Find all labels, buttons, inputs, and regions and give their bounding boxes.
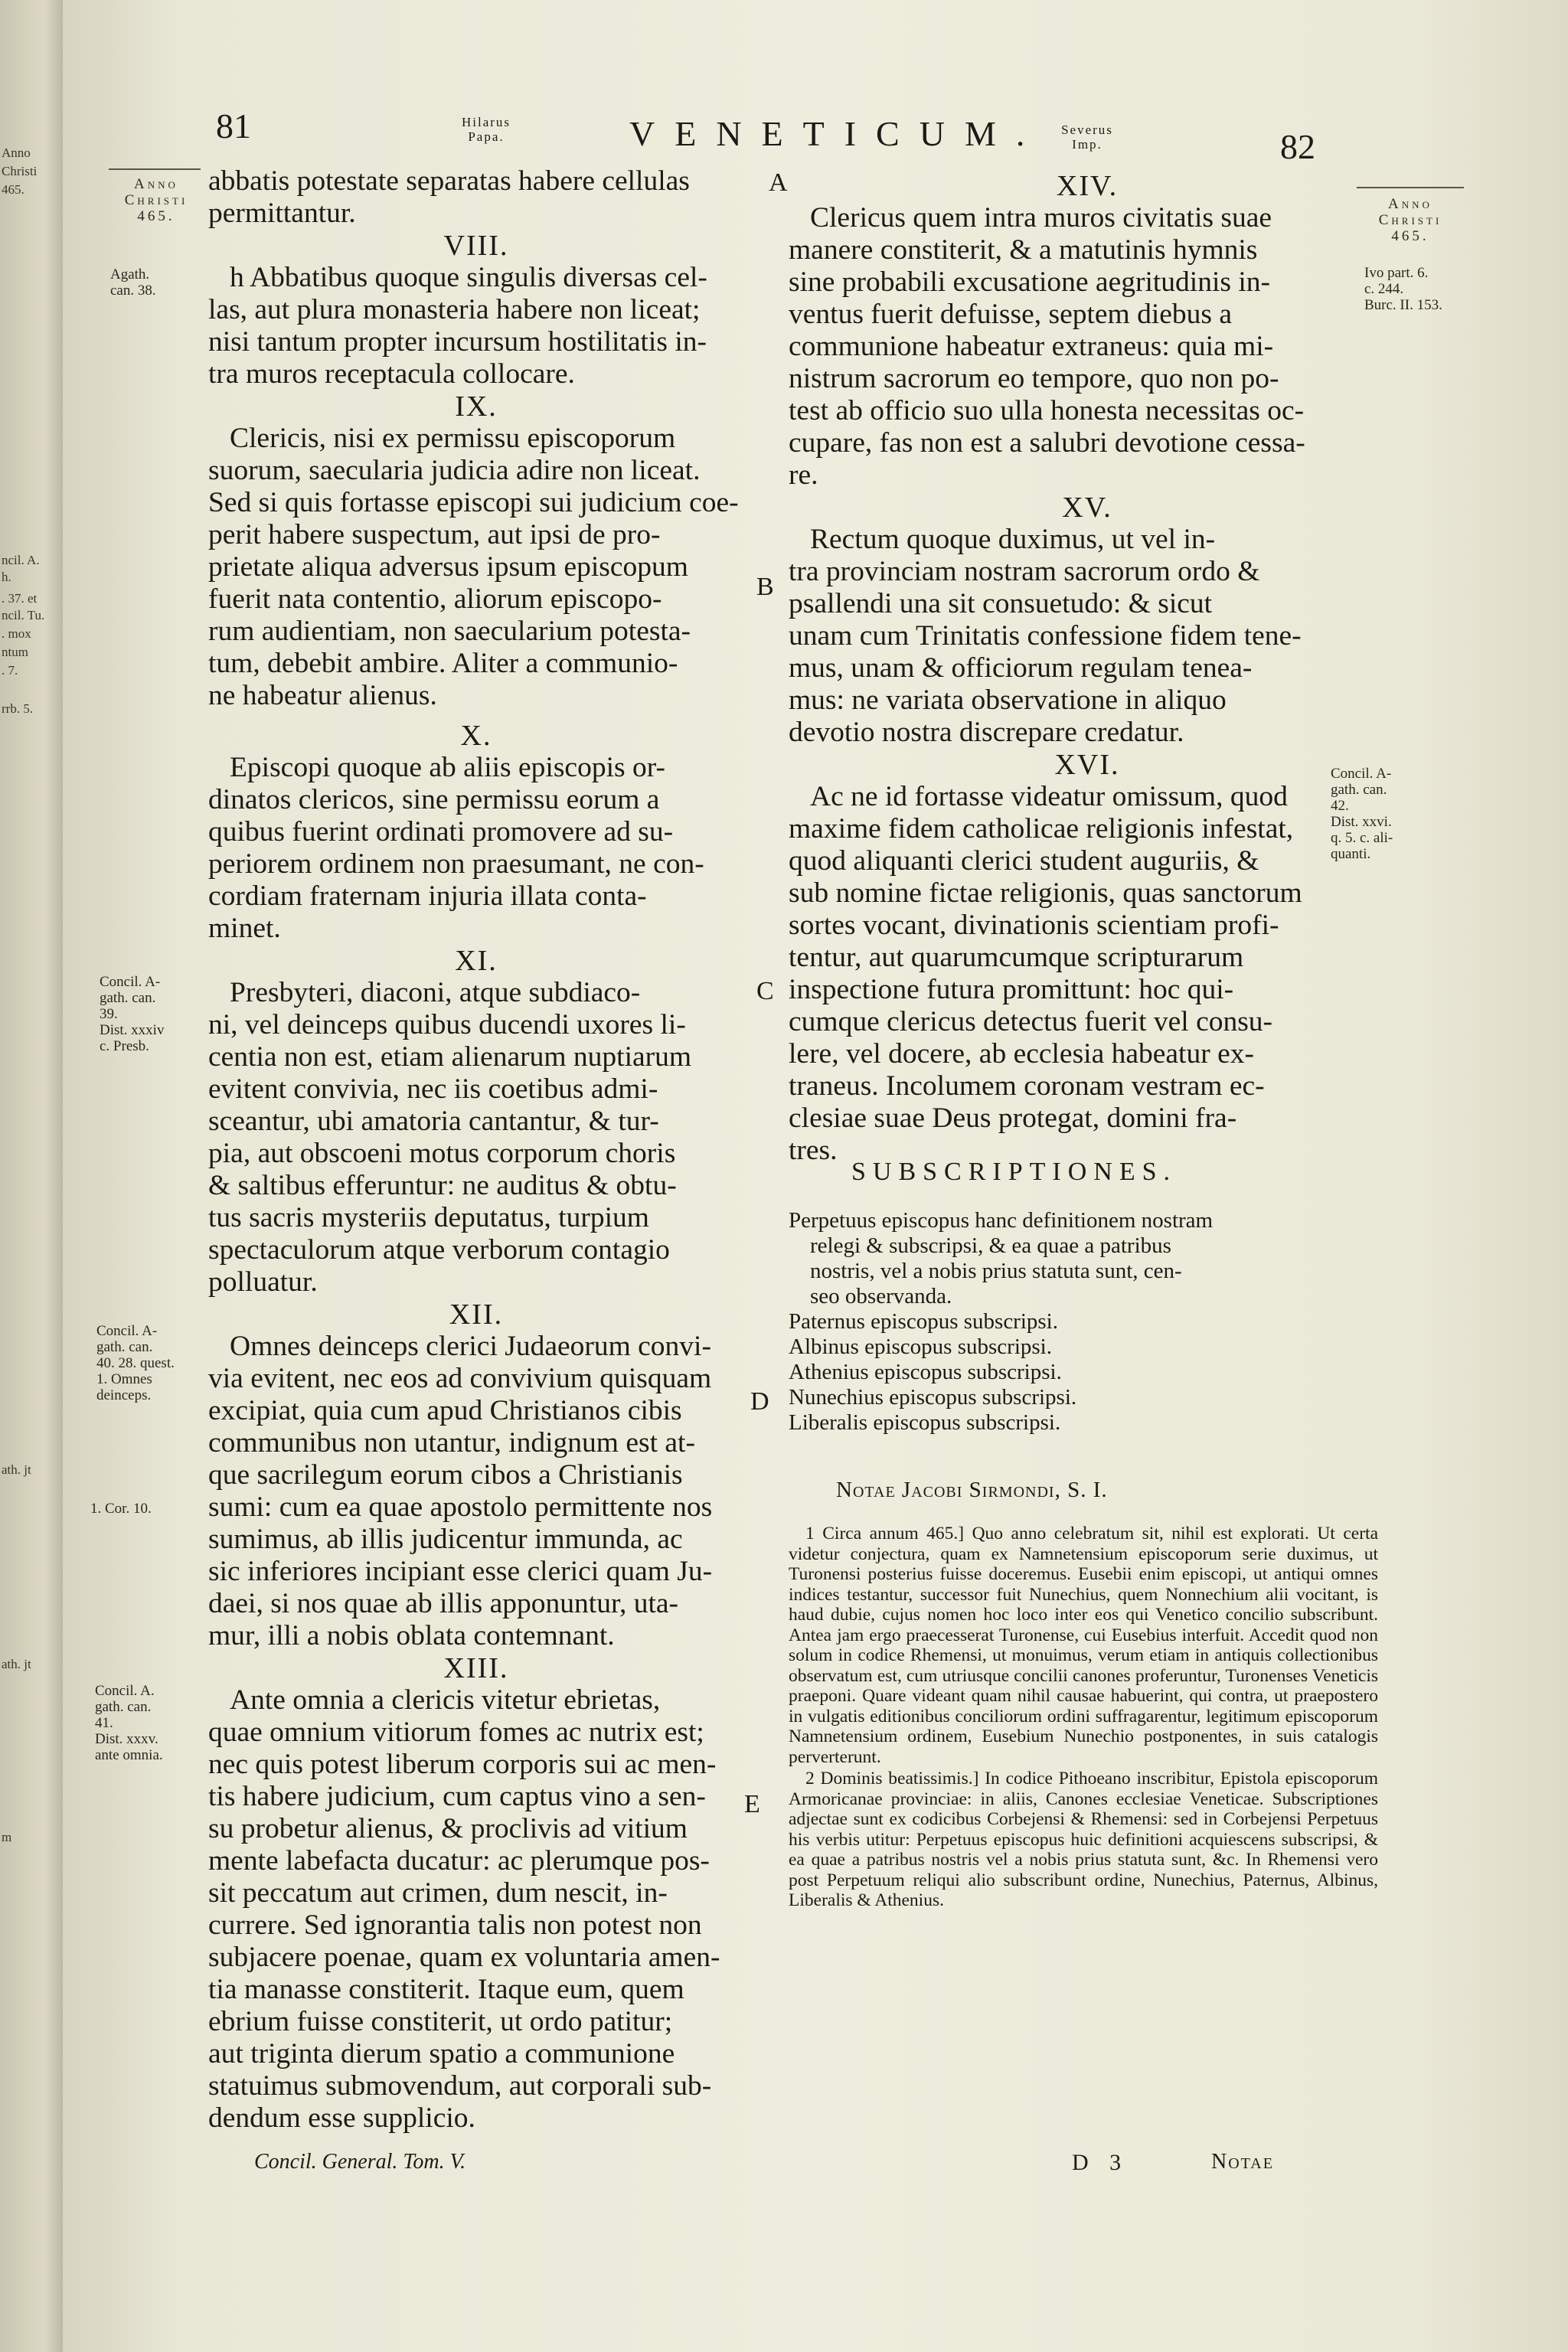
margin-line: Christi	[1378, 212, 1442, 228]
text-line: nisi tantum propter incursum hostilitatis in-	[208, 326, 707, 358]
text-line: prietate aliqua adversus ipsum episcopum	[208, 551, 688, 583]
margin-line: gath. can.	[1331, 782, 1387, 798]
footer-catchword: Notae	[1211, 2150, 1274, 2174]
text-line: devotio nostra discrepare credatur.	[789, 717, 1184, 748]
text-line: sit peccatum aut crimen, dum nescit, in-	[208, 1877, 668, 1909]
text-line: Clericus quem intra muros civitatis suae	[810, 202, 1272, 234]
edge-note: Anno	[2, 145, 31, 160]
margin-line: Anno	[134, 176, 178, 192]
text-line: mus: ne variata observatione in aliquo	[789, 684, 1227, 716]
margin-line: Dist. xxvi.	[1331, 814, 1392, 830]
margin-line: Ivo part. 6.	[1364, 265, 1429, 281]
text-line: tus sacris mysteriis deputatus, turpium	[208, 1202, 649, 1233]
canon-heading: XII.	[449, 1298, 504, 1331]
subscriptions-list	[789, 1208, 1386, 1436]
margin-line: 1. Omnes	[96, 1371, 152, 1387]
text-line: polluatur.	[208, 1266, 318, 1298]
running-head-name: Severus	[1061, 122, 1113, 137]
text-line: spectaculorum atque verborum contagio	[208, 1234, 670, 1266]
margin-line: Concil. A.	[95, 1683, 155, 1699]
margin-line: Burc. II. 153.	[1364, 297, 1442, 313]
text-line: test ab officio suo ulla honesta necessitas oc-	[789, 395, 1305, 426]
margin-reference	[96, 1323, 175, 1403]
text-line: sic inferiores incipiant esse clerici quam Ju-	[208, 1556, 713, 1587]
margin-line: Concil. A-	[100, 974, 161, 990]
adjacent-page-edge	[0, 0, 63, 2352]
text-line: Presbyteri, diaconi, atque subdiaco-	[230, 977, 641, 1008]
edge-note: h.	[2, 570, 11, 584]
margin-reference	[100, 974, 164, 1054]
text-line: cupare, fas non est a salubri devotione cessa-	[789, 427, 1305, 459]
text-line: tra muros receptacula collocare.	[208, 358, 575, 390]
text-line: sceantur, ubi amatoria cantantur, & tur-	[208, 1106, 659, 1137]
running-head-title: Imp.	[1072, 137, 1102, 152]
margin-line: Concil. A-	[96, 1323, 158, 1339]
text-line: Rectum quoque duximus, ut vel in-	[810, 524, 1216, 555]
edge-note: ntum	[2, 645, 28, 659]
text-line: maxime fidem catholicae religionis infestat,	[789, 813, 1294, 844]
text-line: sumimus, ab illis judicentur immunda, ac	[208, 1524, 683, 1555]
text-line: que sacrilegum eorum cibos a Christianis	[208, 1459, 683, 1491]
text-line: re.	[789, 459, 818, 491]
edge-note: . 37. et	[2, 591, 38, 606]
text-line: nec quis potest liberum corporis sui ac men-	[208, 1749, 717, 1780]
text-line: abbatis potestate separatas habere cellulas	[208, 165, 690, 197]
text-line: Ante omnia a clericis vitetur ebrietas,	[230, 1684, 661, 1716]
edge-note: . 7.	[2, 663, 18, 678]
margin-line: deinceps.	[96, 1387, 152, 1403]
margin-line: Agath.	[110, 266, 150, 283]
text-line: dinatos clericos, sine permissu eorum a	[208, 784, 660, 815]
left-page-number: 81	[216, 106, 251, 145]
text-line: sortes vocant, divinationis scientiam profi-	[789, 910, 1279, 941]
margin-line: Anno	[1388, 196, 1432, 212]
footer-signature-mark: D 3	[1072, 2150, 1129, 2175]
text-line: las, aut plura monasteria habere non liceat;	[208, 294, 701, 325]
text-line: excipiat, quia cum apud Christianos cibis	[208, 1395, 682, 1426]
text-line: psallendi una sit consuetudo: & sicut	[789, 588, 1213, 619]
text-line: nistrum sacrorum eo tempore, quo non po-	[789, 363, 1279, 394]
subscription-line: relegi & subscripsi, & ea quae a patribus	[810, 1233, 1171, 1258]
subscription-line: Perpetuus episcopus hanc definitionem nostram	[789, 1208, 1214, 1233]
margin-line: Dist. xxxiv	[100, 1022, 165, 1038]
book-page	[63, 0, 1568, 2352]
margin-line: 41.	[95, 1715, 113, 1731]
text-line: mus, unam & officiorum regulam tenea-	[789, 652, 1253, 684]
text-line: lere, vel docere, ab ecclesia habeatur ex-	[789, 1038, 1254, 1070]
text-line: permittantur.	[208, 198, 356, 229]
page-title: VENETICUM.	[629, 114, 1045, 153]
section-letter: E	[744, 1790, 760, 1818]
text-line: ne habeatur alienus.	[208, 680, 437, 711]
edge-note: m	[2, 1830, 12, 1844]
text-line: pia, aut obscoeni motus corporum choris	[208, 1138, 676, 1169]
text-line: suorum, saecularia judicia adire non liceat.	[208, 455, 701, 486]
margin-line: can. 38.	[110, 283, 156, 299]
footer-volume: Concil. General. Tom. V.	[254, 2150, 466, 2174]
subscriptions-heading: SUBSCRIPTIONES.	[851, 1158, 1178, 1186]
canon-heading: XI.	[455, 945, 498, 977]
margin-year-note	[112, 176, 201, 224]
text-line: su probetur alienus, & proclivis ad vitium	[208, 1813, 688, 1844]
text-line: tentur, aut quarumcumque scripturarum	[789, 942, 1244, 973]
text-line: communione habeatur extraneus: quia mi-	[789, 331, 1274, 362]
text-line: tra provinciam nostram sacrorum ordo &	[789, 556, 1260, 587]
right-column	[789, 170, 1386, 1167]
running-head-left	[429, 115, 544, 144]
edge-note: ath. jt	[2, 1657, 31, 1671]
canon-heading: XVI.	[1054, 749, 1120, 781]
text-line: mur, illi a nobis oblata contemnant.	[208, 1620, 615, 1651]
subscription-line: Athenius episcopus subscripsi.	[789, 1360, 1062, 1384]
margin-line: quanti.	[1331, 846, 1371, 862]
margin-rule	[109, 168, 201, 170]
text-line: periorem ordinem non praesumant, ne con-	[208, 848, 704, 880]
text-line: quibus fuerint ordinati promovere ad su-	[208, 816, 674, 848]
text-line: quae omnium vitiorum fomes ac nutrix est;	[208, 1717, 704, 1748]
subscription-line: Liberalis episcopus subscripsi.	[789, 1410, 1061, 1435]
margin-line: Christi	[124, 192, 188, 208]
margin-line: 465.	[137, 208, 175, 224]
margin-line: 42.	[1331, 798, 1349, 814]
text-line: manere constiterit, & a matutinis hymnis	[789, 234, 1258, 266]
running-head-title: Papa.	[468, 129, 505, 144]
edge-note: rrb. 5.	[2, 701, 34, 716]
text-line: minet.	[208, 913, 281, 944]
text-line: Sed si quis fortasse episcopi sui judicium coe-	[208, 487, 739, 518]
edge-note: Christi	[2, 164, 38, 178]
text-line: rum audientiam, non saecularium potesta-	[208, 616, 691, 647]
text-line: Ac ne id fortasse videatur omissum, quod	[810, 781, 1288, 812]
text-line: currere. Sed ignorantia talis non potest non	[208, 1909, 702, 1941]
text-line: Clericis, nisi ex permissu episcoporum	[230, 423, 676, 454]
text-line: tia manasse constiterit. Itaque eum, quem	[208, 1974, 684, 2005]
margin-line: gath. can.	[96, 1339, 153, 1355]
running-head-name: Hilarus	[461, 115, 511, 129]
text-line: subjacere poenae, quam ex voluntaria amen-	[208, 1942, 720, 1973]
subscription-line: nostris, vel a nobis prius statuta sunt, cen-	[810, 1259, 1182, 1283]
editor-notes	[789, 1524, 1378, 1913]
text-line: & saltibus efferuntur: ne auditus & obtu-	[208, 1170, 677, 1201]
text-line: Episcopi quoque ab aliis episcopis or-	[230, 752, 665, 783]
running-head-right	[1034, 122, 1141, 152]
margin-reference	[1331, 766, 1393, 862]
text-line: h Abbatibus quoque singulis diversas cel-	[230, 262, 707, 293]
section-letter: A	[769, 168, 788, 197]
text-line: evitent convivia, nec iis coetibus admi-	[208, 1073, 658, 1105]
section-letter: D	[750, 1387, 769, 1416]
text-line: mente labefacta ducatur: ac plerumque pos-	[208, 1845, 710, 1877]
text-line: via evitent, nec eos ad convivium quisquam	[208, 1363, 712, 1394]
note-paragraph: 1 Circa annum 465.] Quo anno celebratum sit, nihil est explorati. Ut certa videtur conjectura, quam ex Namnetensium episcoporum serie duximus, ut Turonensi posterius fuisse doceremus. Eusebii enim episcopi, ut antiqui omnes indices testantur, successor fuit Nunechius, quem Nonnechium alii vocitant, is haud dubie, cujus nomen hoc loco inter eos qui Venetico concilio subscribunt. Antea jam ergo praecesserat Turonense, cui Eusebius interfuit. Accedit quod non solum in codice Rhemensi, ut monuimus, verum etiam in antiquis collectionibus observatum est, cum utriusque concilii canones proferuntur, Turonenses Veneticis praeponi. Quare videant quam nihil causae habuerint, qui contra, ut praepostero in vulgatis editionibus conciliorum ordini suffragarentur, legitimum episcoporum Namnetensium ordinem, Eusebium Nunechio postponentes, in suis catalogis perverterunt.	[789, 1524, 1378, 1767]
text-line: communibus non utantur, indignum est at-	[208, 1427, 695, 1459]
section-letter: B	[756, 573, 774, 601]
edge-note: 465.	[2, 182, 24, 197]
section-letter: C	[756, 977, 774, 1005]
canon-heading: XIII.	[443, 1652, 509, 1684]
text-line: cumque clericus detectus fuerit vel consu-	[789, 1006, 1273, 1037]
text-line: aut triginta dierum spatio a communione	[208, 2038, 675, 2069]
text-line: dendum esse supplicio.	[208, 2102, 475, 2134]
subscription-line: Albinus episcopus subscripsi.	[789, 1334, 1052, 1359]
canon-heading: XV.	[1062, 492, 1112, 524]
text-line: sumi: cum ea quae apostolo permittente nos	[208, 1491, 713, 1523]
margin-line: Dist. xxxv.	[95, 1731, 158, 1747]
subscription-line: Paternus episcopus subscripsi.	[789, 1309, 1058, 1334]
text-line: ebrium fuisse constiterit, ut ordo patitur;	[208, 2006, 673, 2037]
text-line: cordiam fraternam injuria illata conta-	[208, 880, 647, 912]
text-line: tum, debebit ambire. Aliter a communio-	[208, 648, 678, 679]
text-line: centia non est, etiam alienarum nuptiarum	[208, 1041, 692, 1073]
margin-reference	[95, 1683, 163, 1763]
margin-line: q. 5. c. ali-	[1331, 830, 1393, 846]
text-line: traneus. Incolumem coronam vestram ec-	[789, 1070, 1265, 1102]
text-line: quod aliquanti clerici student auguriis, &	[789, 845, 1259, 877]
margin-line: c. 244.	[1364, 281, 1404, 297]
text-line: perit habere suspectum, aut ipsi de pro-	[208, 519, 661, 550]
text-line: ni, vel deinceps quibus ducendi uxores li-	[208, 1009, 686, 1040]
text-line: tis habere judicium, cum captus vino a sen-	[208, 1781, 706, 1812]
canon-heading: VIII.	[443, 230, 509, 262]
note-paragraph: 2 Dominis beatissimis.] In codice Pithoeano inscribitur, Epistola episcoporum Armoricanae provinciae: in aliis, Canones ecclesiae Veneticae. Subscriptiones adjectae sunt ex codicibus Corbejensi & Rhemensi: sed in Corbejensi Perpetuus his verbis utitur: Perpetuus episcopus huic definitioni acquiescens subscripsi, & ea quae a patribus nostris vel a nobis prius statuta sunt, &c. In Rhemensi vero post Perpetuum reliqui alio subscribunt ordine, Nunechius, Paternus, Albinus, Liberalis & Athenius.	[789, 1769, 1378, 1910]
text-line: sine probabili excusatione aegritudinis in-	[789, 266, 1271, 298]
text-line: tres.	[789, 1135, 838, 1166]
canon-heading: X.	[460, 720, 492, 752]
notes-heading: Notae Jacobi Sirmondi, S. I.	[836, 1478, 1108, 1502]
text-line: daei, si nos quae ab illis apponuntur, uta-	[208, 1588, 678, 1619]
text-line: unam cum Trinitatis confessione fidem tene-	[789, 620, 1302, 652]
margin-line: c. Presb.	[100, 1038, 149, 1054]
text-line: inspectione futura promittunt: hoc qui-	[789, 974, 1234, 1005]
right-page-number: 82	[1280, 127, 1315, 166]
canon-heading: IX.	[455, 390, 498, 423]
text-line: Omnes deinceps clerici Judaeorum convi-	[230, 1331, 711, 1362]
left-column	[208, 165, 744, 2135]
text-line: statuimus submovendum, aut corporali sub-	[208, 2070, 712, 2102]
edge-note: ncil. A.	[2, 553, 40, 567]
text-line: ventus fuerit defuisse, septem diebus a	[789, 299, 1233, 330]
margin-reference	[1364, 265, 1442, 313]
margin-line: 40. 28. quest.	[96, 1355, 175, 1371]
text-line: sub nomine fictae religionis, quas sanctorum	[789, 877, 1302, 909]
margin-line: 465.	[1391, 228, 1429, 244]
margin-line: gath. can.	[95, 1699, 152, 1715]
margin-reference: 1. Cor. 10.	[90, 1501, 152, 1517]
margin-year-note	[1364, 196, 1456, 244]
margin-rule	[1357, 187, 1464, 188]
text-line: clesiae suae Deus protegat, domini fra-	[789, 1102, 1237, 1134]
canon-heading: XIV.	[1056, 170, 1119, 202]
margin-line: ante omnia.	[95, 1747, 163, 1763]
text-line: fuerit nata contentio, aliorum episcopo-	[208, 583, 662, 615]
margin-reference	[110, 266, 156, 299]
edge-note: . mox	[2, 626, 31, 641]
margin-line: gath. can.	[100, 990, 156, 1006]
subscription-line: seo observanda.	[810, 1284, 952, 1308]
edge-note: ncil. Tu.	[2, 608, 45, 622]
margin-line: Concil. A-	[1331, 766, 1392, 782]
margin-line: 39.	[100, 1006, 118, 1022]
edge-note: ath. jt	[2, 1462, 31, 1477]
subscription-line: Nunechius episcopus subscripsi.	[789, 1385, 1077, 1410]
